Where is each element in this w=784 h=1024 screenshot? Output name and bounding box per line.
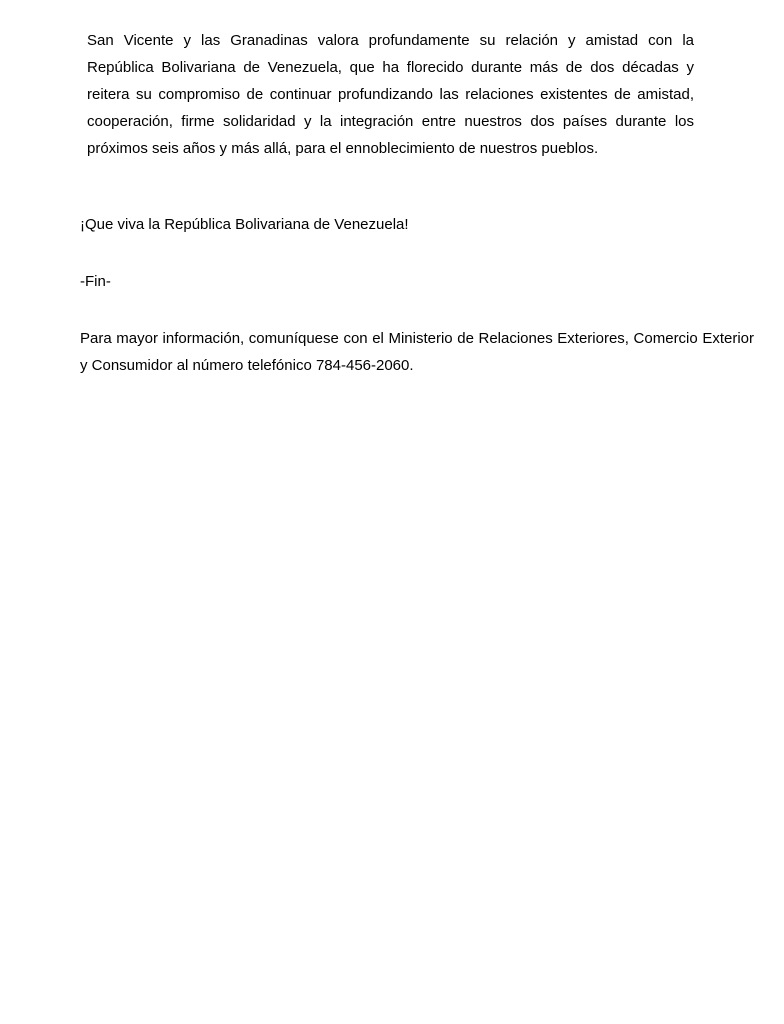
body-paragraph: San Vicente y las Granadinas valora profundamente su relación y amistad con la República Bolivariana de Venezuela, que ha florecido durante más de dos décadas y reitera su compromiso de continuar profundizando las relaciones existentes de amistad, cooperación, firme solidaridad y la integración entre nuestros dos países durante los próximos seis años y más allá, para el ennoblecimiento de nuestros pueblos. [87, 32, 694, 157]
contact-paragraph: Para mayor información, comuníquese con el Ministerio de Relaciones Exteriores, Comercio Exterior y Consumidor al número telefónico 784-456-2060. [80, 330, 754, 374]
closing-exclamation: ¡Que viva la República Bolivariana de Venezuela! [80, 216, 409, 233]
end-marker: -Fin- [80, 273, 111, 290]
